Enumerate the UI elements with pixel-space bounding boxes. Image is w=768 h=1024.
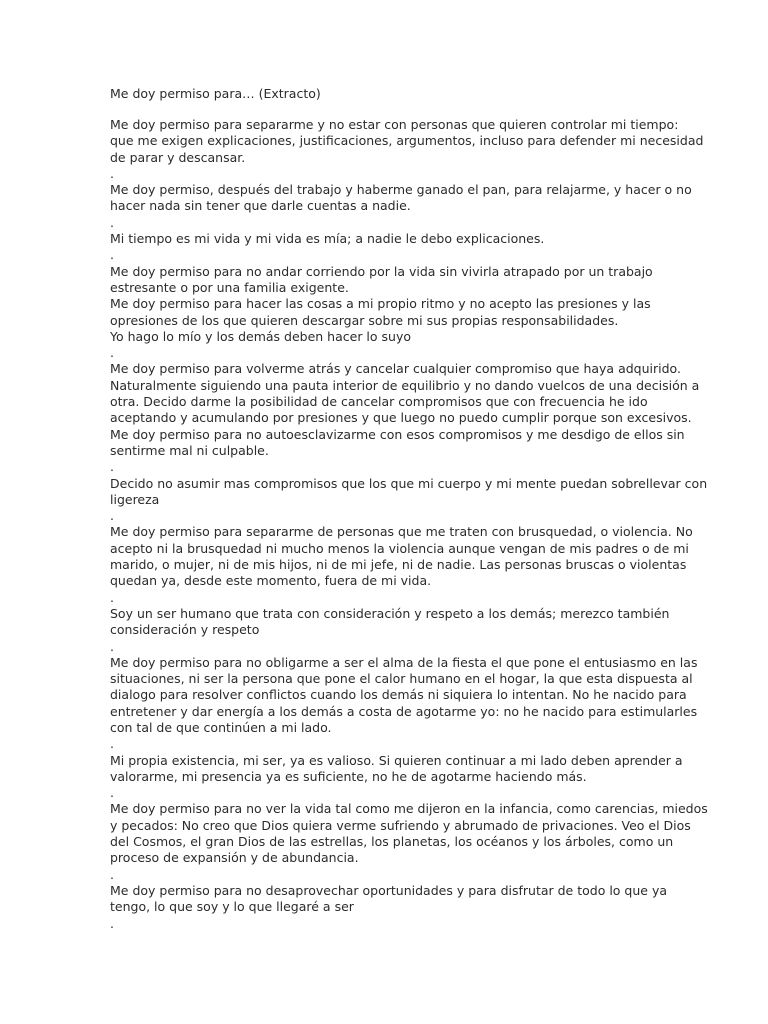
text-line: proceso de expansión y de abundancia. — [110, 850, 359, 866]
separator-dot: . — [110, 508, 114, 524]
text-line: acepto ni la brusquedad ni mucho menos la violencia aunque vengan de mis padres o de mi — [110, 540, 689, 556]
text-line: valorarme, mi presencia ya es suficiente, no he de agotarme haciendo más. — [110, 768, 587, 784]
document-title: Me doy permiso para… (Extracto) — [110, 86, 321, 101]
text-line: Me doy permiso para no obligarme a ser el alma de la fiesta el que pone el entusiasmo en las — [110, 654, 698, 670]
text-line: opresiones de los que quieren descargar sobre mi sus propias responsabilidades. — [110, 312, 619, 328]
text-line: consideración y respeto — [110, 622, 260, 638]
separator-dot: . — [110, 638, 114, 654]
text-line: Me doy permiso para separarme de personas que me traten con brusquedad, o violencia. No — [110, 524, 693, 540]
separator-dot: . — [110, 459, 114, 475]
text-line: que me exigen explicaciones, justificaciones, argumentos, incluso para defender mi necesidad — [110, 133, 704, 149]
text-line: con tal de que continúen a mi lado. — [110, 719, 332, 735]
text-line: sentirme mal ni culpable. — [110, 442, 269, 458]
separator-dot: . — [110, 736, 114, 752]
separator-dot: . — [110, 214, 114, 230]
text-line: Decido no asumir mas compromisos que los que mi cuerpo y mi mente puedan sobrellevar con — [110, 475, 708, 491]
text-line: Yo hago lo mío y los demás deben hacer lo suyo — [110, 328, 412, 344]
document-page — [110, 86, 708, 932]
separator-dot: . — [110, 785, 114, 801]
text-line: Mi tiempo es mi vida y mi vida es mía; a nadie le debo explicaciones. — [110, 231, 545, 247]
text-line: aceptando y acumulando por presiones y que luego no puedo cumplir porque son excesivos. — [110, 410, 692, 426]
text-line: Me doy permiso para no autoesclavizarme con esos compromisos y me desdigo de ellos sin — [110, 426, 685, 442]
separator-dot: . — [110, 165, 114, 181]
document-body — [110, 117, 708, 932]
text-line: Naturalmente siguiendo una pauta interior de equilibrio y no dando vuelcos de una decisión a — [110, 377, 700, 393]
text-line: Me doy permiso para volverme atrás y cancelar cualquier compromiso que haya adquirido. — [110, 361, 681, 377]
text-line: tengo, lo que soy y lo que llegaré a ser — [110, 899, 354, 915]
text-line: otra. Decido darme la posibilidad de cancelar compromisos que con frecuencia he ido — [110, 394, 648, 410]
separator-dot: . — [110, 247, 114, 263]
text-line: hacer nada sin tener que darle cuentas a nadie. — [110, 198, 411, 214]
text-line: Me doy permiso para no andar corriendo por la vida sin vivirla atrapado por un trabajo — [110, 263, 653, 279]
text-line: Mi propia existencia, mi ser, ya es valioso. Si quieren continuar a mi lado deben aprender a — [110, 752, 683, 768]
text-line: estresante o por una familia exigente. — [110, 279, 349, 295]
text-line: Me doy permiso para separarme y no estar con personas que quieren controlar mi tiempo: — [110, 117, 679, 132]
text-line: de parar y descansar. — [110, 149, 246, 165]
text-line: entretener y dar energía a los demás a costa de agotarme yo: no he nacido para estimularles — [110, 703, 698, 719]
text-line: marido, o mujer, ni de mis hijos, ni de mi jefe, ni de nadie. Las personas bruscas o violentas — [110, 557, 687, 573]
separator-dot: . — [110, 915, 114, 931]
text-line: Me doy permiso para no desaprovechar oportunidades y para disfrutar de todo lo que ya — [110, 882, 668, 898]
text-line: Soy un ser humano que trata con consideración y respeto a los demás; merezco también — [110, 605, 670, 621]
text-line: Me doy permiso para no ver la vida tal como me dijeron en la infancia, como carencias, miedos — [110, 801, 708, 817]
text-line: dialogo para resolver conflictos cuando los demás ni siquiera lo intentan. No he nacido para — [110, 687, 687, 703]
text-line: ligereza — [110, 491, 160, 507]
text-line: del Cosmos, el gran Dios de las estrellas, los planetas, los océanos y los árboles, como un — [110, 834, 674, 850]
separator-dot: . — [110, 589, 114, 605]
text-line: Me doy permiso, después del trabajo y haberme ganado el pan, para relajarme, y hacer o no — [110, 182, 692, 198]
separator-dot: . — [110, 345, 114, 361]
text-line: y pecados: No creo que Dios quiera verme sufriendo y abrumado de privaciones. Veo el Dios — [110, 817, 691, 833]
text-line: quedan ya, desde este momento, fuera de mi vida. — [110, 573, 432, 589]
text-line: Me doy permiso para hacer las cosas a mi propio ritmo y no acepto las presiones y las — [110, 296, 651, 312]
text-line: situaciones, ni ser la persona que pone el calor humano en el hogar, la que esta dispuesta al — [110, 671, 693, 687]
separator-dot: . — [110, 866, 114, 882]
